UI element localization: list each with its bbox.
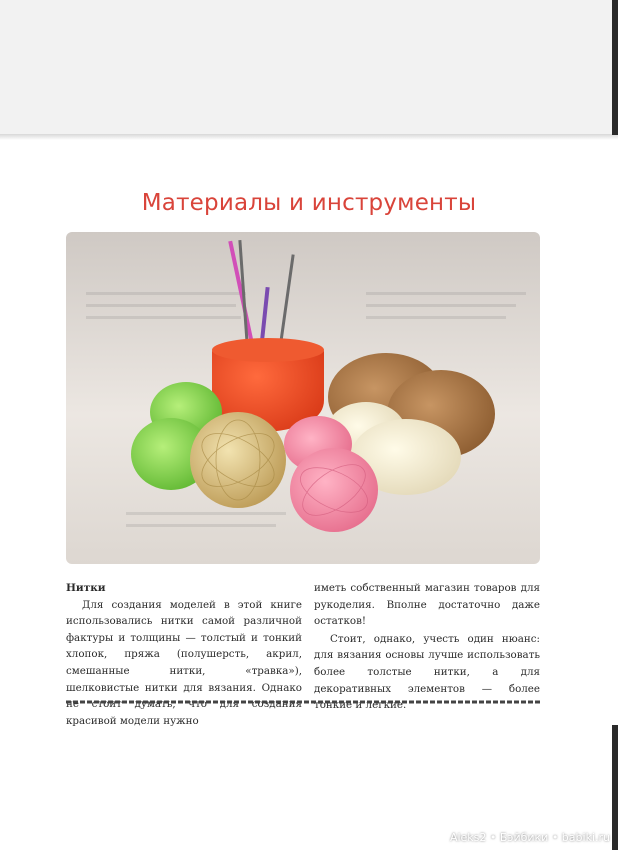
decorative-divider — [66, 690, 540, 696]
scan-edge-bottom — [612, 725, 618, 850]
scan-edge-top — [612, 0, 618, 135]
paragraph: Для создания моделей в этой книге использовались нитки самой различной фактуры и толщины — толстый и тонкий хлопок, пряжа (полушерсть, акрил, смешанные нитки, «травка»), шелковистые нитки для вязания. Однако не стоит думать, что для создания красивой модели нужно — [66, 598, 302, 727]
paragraph: иметь собственный магазин товаров для рукоделия. Вполне достаточно даже остатков! — [314, 582, 540, 628]
yarn-photo — [66, 232, 540, 564]
watermark: Aleks2 • Бэйбики • babiki.ru — [449, 831, 610, 844]
page-title: Материалы и инструменты — [141, 190, 477, 216]
previous-page-edge — [0, 0, 618, 138]
section-heading: Нитки — [66, 582, 106, 594]
text-column-left — [66, 580, 302, 729]
paragraph: Стоит, однако, учесть один нюанс: для вязания основы лучше использовать более толстые нитки, а для декоративных элементов — более тонкие и легкие. — [314, 632, 540, 712]
page-shadow — [0, 134, 618, 140]
